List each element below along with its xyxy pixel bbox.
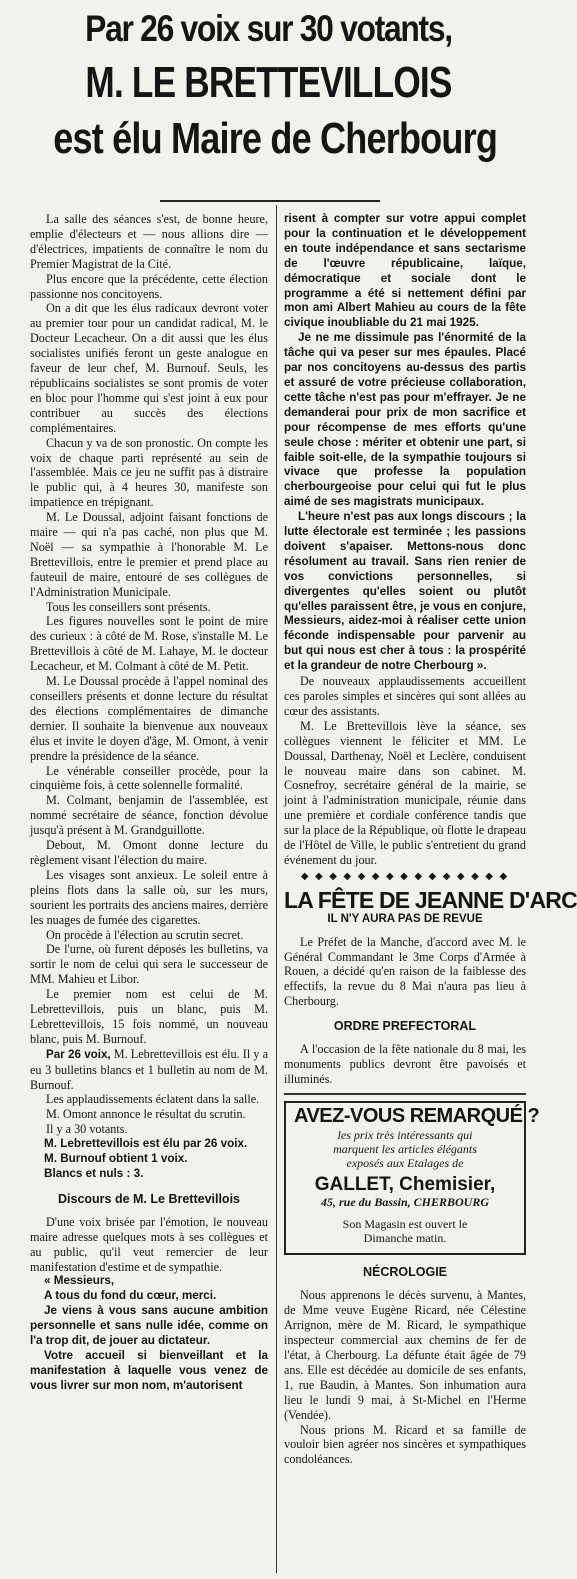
necrologie-heading: NÉCROLOGIE (362, 1265, 448, 1280)
column-divider (276, 205, 277, 1573)
speech-paragraph: « Messieurs, (44, 1274, 115, 1288)
speech-paragraph: Je viens à vous sans aucune ambition personnelle et sans nulle idée, comme on l'a trop dit, de jouer au dictateur. (30, 1304, 268, 1348)
headline-line-3: est élu Maire de Cherbourg (53, 114, 498, 163)
result-line: M. Burnouf obtient 1 voix. (44, 1152, 188, 1166)
paragraph: M. Colmant, benjamin de l'assemblée, est nommé secrétaire de séance, fonction dévolue jusqu'à présent à M. Grandguillotte. (30, 793, 268, 838)
ad-title: AVEZ-VOUS REMARQUÉ ? (294, 1104, 540, 1127)
speech-subheading: Discours de M. Le Brettevillois (58, 1191, 240, 1206)
article-right-column (284, 212, 577, 1572)
jeanne-darc-heading: LA FÊTE DE JEANNE D'ARC (284, 886, 577, 913)
speech-paragraph: L'heure n'est pas aux longs discours ; la lutte électorale est terminée ; les passions doivent s'apaiser. Mettons-nous donc résolument au travail. Sans rien renier de vos convictions personnelles, si divergentes qu'elles soient ou plutôt qu'elles paraissent être, je vous en conjure, Messieurs, aidez-moi à réaliser cette union féconde indispensable pour parvenir au but qui nous est cher à tous : la prospérité et la grandeur de notre Cherbourg ». (284, 510, 526, 673)
paragraph: De l'urne, où furent déposés les bulletins, va sortir le nom de celui qui sera le successeur de MM. Mahieu et Libor. (30, 942, 268, 987)
result-line: Blancs et nuls : 3. (44, 1167, 144, 1180)
paragraph: Chacun y va de son pronostic. On compte les voix de chaque parti représenté au sein de l'assemblée. Mais ce jeu ne suffit pas à distraire le public qui, à 4 heures 30, manifeste son impatience en trépignant. (30, 435, 268, 510)
paragraph: D'une voix brisée par l'émotion, le nouveau maire adresse quelques mots à ses collègues et au public, qu'il veut remercier de leur manifestation d'estime et de sympathie. (30, 1214, 268, 1274)
paragraph: Le vénérable conseiller procède, pour la cinquième fois, à cette solennelle formalité. (30, 763, 268, 793)
speech-paragraph: Je ne me dissimule pas l'énormité de la tâche qui va peser sur mes épaules. Placé par nos concitoyens au-dessus des partis et assuré de votre précieuse collaboration, cette tâche n'est pas pour m'effrayer. Je ne demanderai pour prix de mon sacrifice et pour récompense de mes efforts qu'une seule chose : mériter et obtenir une part, si faible soit-elle, de la sympathie toujours si vivace que professe la population cherbourgeoise pour celui qui fut le plus aimé de ses magistrats municipaux. (284, 331, 526, 509)
ornament-divider: ◆ ◆ ◆ ◆ ◆ ◆ ◆ ◆ ◆ ◆ ◆ ◆ ◆ ◆ ◆ (300, 870, 510, 882)
paragraph-text: M. Lebrettevillois est élu. Il y a eu 3 bulletins blancs et 1 bulletin au nom de M. Burnouf. (30, 1046, 268, 1092)
paragraph: Nous prions M. Ricard et sa famille de vouloir bien agréer nos sincères et sympathiques condoléances. (284, 1422, 526, 1467)
paragraph: Le premier nom est celui de M. Lebrettevillois, puis un blanc, puis M. Lebrettevillois, 15 fois nommé, un nouveau blanc, puis M. Burnouf. (30, 987, 268, 1046)
paragraph: Les figures nouvelles sont le point de mire des curieux : à côté de M. Rose, s'installe M. Le Brettevillois à côté de M. Lahaye, M. le docteur Lecacheur, et M. Colmant à côté de M. Petit. (30, 614, 268, 674)
paragraph: De nouveaux applaudissements accueillent ces paroles simples et sincères qui sont allées au cœur des assistants. (284, 674, 526, 718)
paragraph: Debout, M. Omont donne lecture du règlement visant l'élection du maire. (30, 838, 268, 867)
article-left-column (30, 212, 268, 1572)
speech-continuation (284, 212, 526, 674)
ad-address: 45, rue du Bassin, CHERBOURG (320, 1194, 490, 1209)
section-divider (284, 1093, 526, 1095)
paragraph: M. Le Doussal procède à l'appel nominal des conseillers présents et donne lecture du résultat des élections complémentaires de dimanche dernier. Il souhaite la bienvenue aux nouveaux élus et invite le doyen d'âge, M. Omont, à venir prendre la présidence de la séance. (30, 674, 268, 763)
result-block (30, 1137, 268, 1182)
headline (6, 6, 531, 196)
paragraph: Plus encore que la précédente, cette élection passionne nos concitoyens. (30, 271, 268, 301)
paragraph: Tous les conseillers sont présents. (46, 599, 211, 614)
paragraph: On procède à l'élection au scrutin secret. (46, 927, 244, 942)
vote-count-bold: Par 26 voix, (46, 1047, 111, 1061)
speech-paragraph: Votre accueil si bienveillant et la manifestation à laquelle vous venez de vous livrer sur mon nom, m'autorisent (30, 1348, 268, 1392)
headline-underline (160, 200, 380, 202)
ad-footer: Son Magasin est ouvert le Dimanche matin. (342, 1217, 468, 1246)
speech-block (30, 1274, 268, 1393)
speech-paragraph: risent à compter sur votre appui complet pour la continuation et le développement en toute indépendance et sans sectarisme de l'œuvre républicaine, laïque, démocratique et sociale dont le programme a été si nettement défini par mon ami Albert Mahieu au cours de la fête civique inoubliable du 21 mai 1925. (284, 212, 526, 330)
paragraph: On a dit que les élus radicaux devront voter au premier tour pour un candidat radical, M. le Docteur Lecacheur. On a dit aussi que les élus socialistes unifiés feront un geste analogue en faveur de leur chef, M. Burnouf. Seuls, les républicains socialistes se sont promis de voter en bloc pour l'homme qui s'est joint à eux pour contribuer au succès des élections complémentaires. (30, 301, 268, 435)
headline-line-1: Par 26 voix sur 30 votants, (85, 8, 452, 49)
paragraph: La salle des séances s'est, de bonne heure, emplie d'électeurs et — nous allions dire — d'électrices, impatients de connaître le nom du Premier Magistrat de la Cité. (30, 212, 268, 271)
paragraph: A l'occasion de la fête nationale du 8 mai, les monuments publics devront être pavoisés et illuminés. (284, 1042, 526, 1086)
result-line: M. Lebrettevillois est élu par 26 voix. (44, 1137, 248, 1151)
paragraph: M. Omont annonce le résultat du scrutin. (46, 1107, 246, 1122)
paragraph: Il y a 30 votants. (46, 1122, 128, 1137)
paragraph: Nous apprenons le décès survenu, à Mantes, de Mme veuve Eugène Ricard, née Célestine Arrignon, mère de M. Ricard, le sympathique inspecteur commercial aux chemins de fer de l'état, à Cherbourg. La défunte était âgée de 79 ans. Elle est décédée au domicile de ses enfants, 1, rue Baudin, à Mantes. Son inhumation aura lieu le lundi 9 mai, à St-Michel en l'Herme (Vendée). (284, 1288, 526, 1422)
speech-paragraph: A tous du fond du cœur, merci. (44, 1289, 217, 1303)
paragraph: M. Le Doussal, adjoint faisant fonctions de maire — qui n'a pas caché, non plus que M. Noël — sa sympathie à l'honorable M. Le Brettevillois, entre le premier et prend place au fauteuil de maire, entouré de ses collègues de l'Administration Municipale. (30, 510, 268, 599)
gallet-advertisement (284, 1101, 540, 1256)
ad-text: les prix très intéressants qui marquent les articles élégants exposés aux Etalages de (333, 1127, 477, 1170)
ordre-prefectoral-heading: ORDRE PREFECTORAL (333, 1019, 477, 1034)
headline-line-2: M. LE BRETTEVILLOIS (85, 58, 452, 107)
paragraph: Le Préfet de la Manche, d'accord avec M. le Général Commandant le 3me Corps d'Armée à Rouen, a décidé qu'en raison de la faiblesse des effectifs, la revue du 8 Mai n'aura pas lieu à Cherbourg. (284, 934, 526, 1009)
paragraph (30, 1047, 268, 1093)
jeanne-darc-subheading: IL N'Y AURA PAS DE REVUE (327, 912, 483, 925)
paragraph: M. Le Brettevillois lève la séance, ses collègues viennent le féliciter et MM. Le Doussal, Darthenay, Noël et Leclère, conduisent le nouveau maire dans son cabinet. M. Cosnefroy, secrétaire général de la mairie, se joint à l'administration municipale, réunie dans une première et cordiale conférence tandis que sur la place de la République, où flotte le drapeau de l'Hôtel de Ville, le public s'entretient du grand événement du jour. (284, 718, 526, 867)
ad-shop-name: GALLET, Chemisier, (314, 1173, 496, 1195)
paragraph: Les visages sont anxieux. Le soleil entre à pleins flots dans la salle où, sur les murs, sourient les portraits des anciens maires, derrière les nuages de fumée des cigarettes. (30, 867, 268, 927)
paragraph: Les applaudissements éclatent dans la salle. (46, 1092, 260, 1107)
